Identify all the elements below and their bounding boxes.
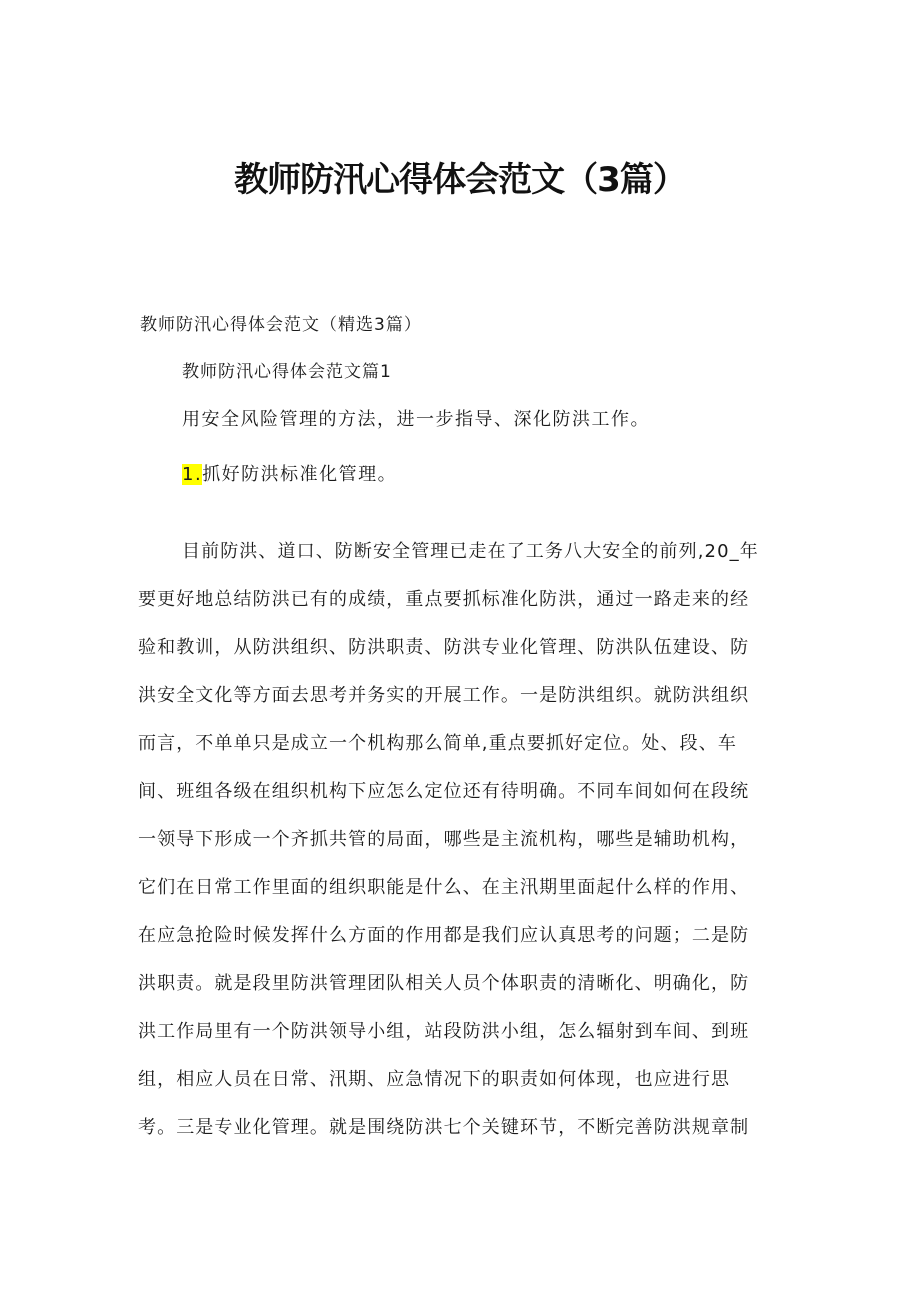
body-line: 洪工作局里有一个防洪领导小组，站段防洪小组，怎么辐射到车间、到班 bbox=[138, 1021, 750, 1042]
body-line: 要更好地总结防洪已有的成绩，重点要抓标准化防洪，通过一路走来的经 bbox=[138, 589, 750, 610]
lead-paragraph: 用安全风险管理的方法，进一步指导、深化防洪工作。 bbox=[182, 409, 650, 430]
body-line: 目前防洪、道口、防断安全管理已走在了工务八大安全的前列,20_年 bbox=[182, 541, 759, 562]
section-heading: 教师防汛心得体会范文篇1 bbox=[182, 362, 392, 382]
body-paragraph bbox=[138, 528, 782, 1152]
highlighted-number: 1. bbox=[182, 464, 203, 485]
body-line: 洪安全文化等方面去思考并务实的开展工作。一是防洪组织。就防洪组织 bbox=[138, 685, 750, 706]
body-line: 考。三是专业化管理。就是围绕防洪七个关键环节，不断完善防洪规章制 bbox=[138, 1117, 750, 1138]
point-heading bbox=[182, 460, 397, 486]
document-title: 教师防汛心得体会范文（3篇） bbox=[234, 160, 686, 200]
document-subtitle: 教师防汛心得体会范文（精选3篇） bbox=[140, 315, 422, 335]
body-line: 验和教训，从防洪组织、防洪职责、防洪专业化管理、防洪队伍建设、防 bbox=[138, 637, 750, 658]
body-line: 在应急抢险时候发挥什么方面的作用都是我们应认真思考的问题；二是防 bbox=[138, 925, 750, 946]
body-line: 而言，不单单只是成立一个机构那么简单,重点要抓好定位。处、段、车 bbox=[138, 733, 737, 754]
point-text: 抓好防洪标准化管理。 bbox=[202, 464, 398, 485]
body-line: 组，相应人员在日常、汛期、应急情况下的职责如何体现，也应进行思 bbox=[138, 1069, 731, 1090]
body-line: 洪职责。就是段里防洪管理团队相关人员个体职责的清晰化、明确化，防 bbox=[138, 973, 750, 994]
body-line: 它们在日常工作里面的组织职能是什么、在主汛期里面起什么样的作用、 bbox=[138, 877, 750, 898]
body-line: 间、班组各级在组织机构下应怎么定位还有待明确。不同车间如何在段统 bbox=[138, 781, 750, 802]
body-line: 一领导下形成一个齐抓共管的局面，哪些是主流机构，哪些是辅助机构， bbox=[138, 829, 750, 850]
